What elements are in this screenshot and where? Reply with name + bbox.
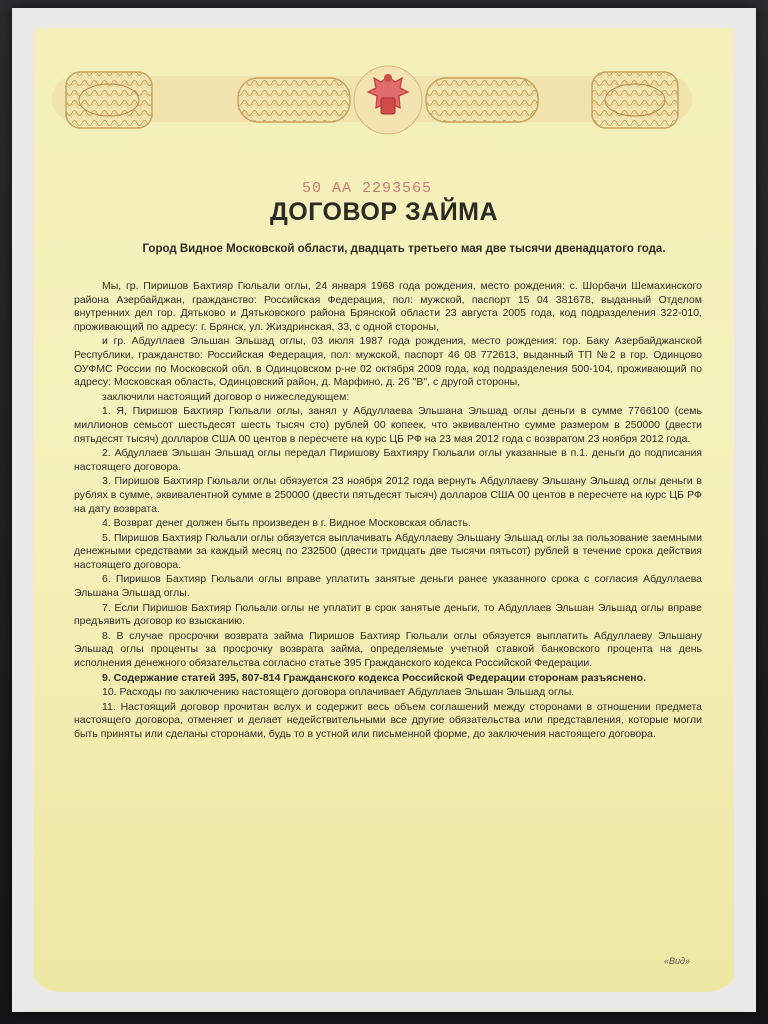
ornamental-banner	[52, 58, 692, 142]
clause-4: 4. Возврат денег должен быть произведен в г. Видное Московская область.	[102, 517, 471, 530]
document-subtitle: Город Видное Московской области, двадцать третьего мая две тысячи двенадцатого года.	[142, 243, 666, 255]
signature-mark: «Вид»	[664, 956, 690, 966]
agreement-intro: заключили настоящий договор о нижеследующем:	[102, 390, 350, 403]
party-two-paragraph: и гр. Абдуллаев Эльшан Эльшад оглы, 03 июля 1987 года рождения, место рождения: гор. Баку Азербайджанской Республики, гражданство: Российская Федерация, пол: мужской, паспорт 46 08 772613, выданный ТП №2 в гор. Одинцово ОУФМС России по Московской обл. в Одинцовском р-не 02 октября 2009 года, код подразделения 500-104, проживающий по адресу: Московская область, Одинцовский район, д. Марфино, д. 26 "В", с другой стороны,	[74, 335, 702, 389]
right-ornament	[592, 72, 678, 128]
document-title: ДОГОВОР ЗАЙМА	[269, 198, 499, 226]
clause-5: 5. Пиришов Бахтияр Гюльали оглы обязуется выплачивать Абдуллаеву Эльшану Эльшад оглы за пользование заемными денежными средствами за каждый месяц по 232500 (двести тридцать две тысячи пятьсот) рублей в течение срока действия настоящего договора.	[74, 531, 702, 571]
clause-1: 1. Я, Пиришов Бахтияр Гюльали оглы, занял у Абдуллаева Эльшана Эльшад оглы деньги в сумме 7766100 (семь миллионов семьсот шестьдесят шесть тысяч сто) рублей 00 копеек, что эквивалентно сумме размером в 250000 (двести пятьдесят тысяч) долларов США 00 центов в пересчете на курс ЦБ РФ на 23 мая 2012 года с возвратом 23 ноября 2012 года.	[74, 405, 702, 445]
clause-9: 9. Содержание статей 395, 807-814 Гражданского кодекса Российской Федерации сторонам разъяснено.	[102, 671, 646, 684]
clause-8: 8. В случае просрочки возврата займа Пиришов Бахтияр Гюльали оглы обязуется выплатить Абдуллаеву Эльшану Эльшад оглы проценты за просрочку возврата займа, определяемые учетной ставкой банковского процента на день исполнения денежного обязательства согласно статье 395 Гражданского кодекса Российской Федерации.	[74, 629, 702, 670]
serial-number: 50 АА 2293565	[302, 180, 433, 197]
left-center-ornament	[238, 78, 350, 122]
coat-of-arms-icon	[354, 66, 422, 134]
clause-11: 11. Настоящий договор прочитан вслух и содержит весь объем соглашений между сторонами в отношении предмета настоящего договора, отменяет и делает недействительными все другие обязательства или представления, которые могли быть приняты или сделаны сторонами, будь то в устной или письменной форме, до заключения настоящего договора.	[74, 700, 702, 740]
document-body	[74, 280, 702, 743]
clause-3: 3. Пиришов Бахтияр Гюльали оглы обязуется 23 ноября 2012 года вернуть Абдуллаеву Эльшану Эльшад оглы деньги в рублях в сумме, эквивалентной сумме в 250000 (двести пятьдесят тысяч) долларов США 00 центов в пересчете на курс ЦБ РФ на дату возврата.	[74, 475, 702, 515]
right-center-ornament	[426, 78, 538, 122]
clause-2: 2. Абдуллаев Эльшан Эльшад оглы передал Пиришову Бахтияру Гюльали оглы указанные в п.1. деньги до подписания настоящего договора.	[74, 447, 702, 473]
party-one-paragraph: Мы, гр. Пиришов Бахтияр Гюльали оглы, 24 января 1968 года рождения, место рождения: с. Шорбачи Шемахинского района Азербайджан, гражданство: Российская Федерация, пол: мужской, паспорт 15 04 381678, выданный Отделом внутренних дел гор. Дятьково и Дятьковского района Брянской области 23 августа 2005 года, код подразделения 322-010, проживающий по адресу: г. Брянск, ул. Жиздринская, 33, с одной стороны,	[74, 280, 702, 333]
document-sheet	[34, 28, 734, 992]
document-viewer-frame	[12, 8, 756, 1012]
clause-6: 6. Пиришов Бахтияр Гюльали оглы вправе уплатить занятые деньги ранее указанного срока с согласия Абдуллаева Эльшана Эльшад оглы.	[74, 573, 702, 600]
clause-10: 10. Расходы по заключению настоящего договора оплачивает Абдуллаев Эльшан Эльшад оглы.	[102, 686, 575, 699]
left-ornament	[66, 72, 152, 128]
clause-7: 7. Если Пиришов Бахтияр Гюльали оглы не уплатит в срок занятые деньги, то Абдуллаев Эльшан Эльшад оглы вправе предъявить договор ко взысканию.	[74, 601, 702, 628]
